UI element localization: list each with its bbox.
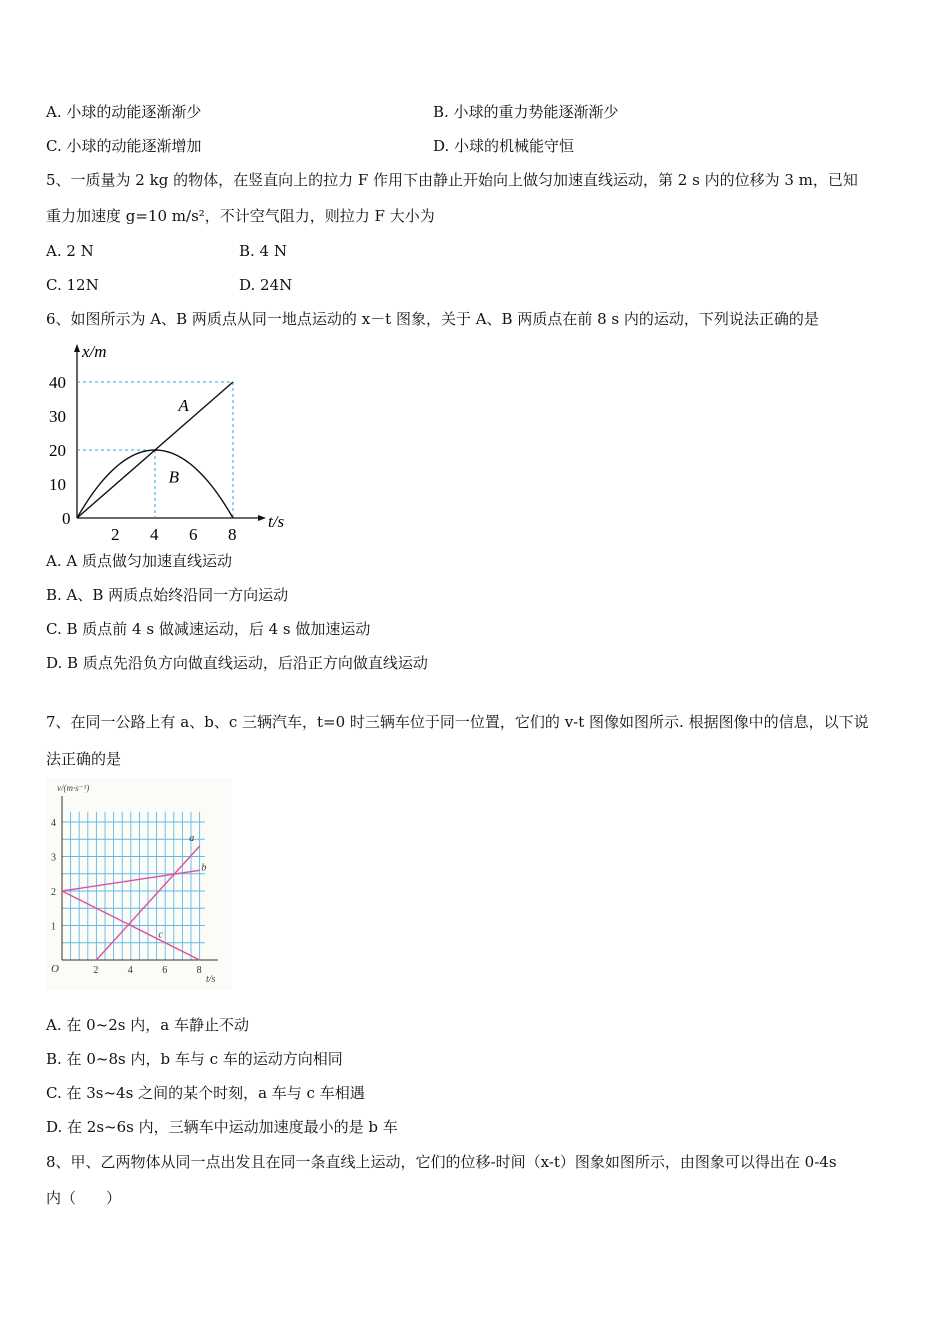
q7-option-d: D. 在 2s~6s 内，三辆车中运动加速度最小的是 b 车 (46, 1118, 398, 1136)
x-axis-label: t/s (268, 512, 285, 531)
x-tick-label: 6 (189, 525, 198, 543)
q7-stem-line2: 法正确的是 (46, 750, 122, 768)
x-axis-arrow (258, 515, 266, 521)
x-tick-label: 4 (150, 525, 159, 543)
y-tick-label: 2 (51, 887, 56, 898)
y-tick-label: 20 (49, 441, 66, 460)
series-c-label: c (158, 929, 163, 941)
q7-option-b: B. 在 0~8s 内，b 车与 c 车的运动方向相同 (46, 1050, 343, 1068)
q6-option-d: D. B 质点先沿负方向做直线运动，后沿正方向做直线运动 (46, 654, 428, 672)
y-axis-arrow (74, 344, 80, 352)
x-axis-label: t/s (206, 974, 216, 985)
q6-option-c: C. B 质点前 4 s 做减速运动，后 4 s 做加速运动 (46, 620, 371, 638)
q8-stem-line1: 8、甲、乙两物体从同一点出发且在同一条直线上运动，它们的位移-时间（x-t）图象如图所示，由图象可以得出在 0-4s (46, 1153, 837, 1171)
q4-option-c: C. 小球的动能逐渐增加 (46, 137, 202, 155)
q5-stem-line2: 重力加速度 g=10 m/s²，不计空气阻力，则拉力 F 大小为 (46, 207, 435, 225)
series-b-label: B (168, 467, 180, 487)
q5-option-b: B. 4 N (239, 242, 287, 260)
q7-vt-chart (46, 778, 232, 990)
y-tick-label: 10 (49, 475, 66, 494)
q4-option-b: B. 小球的重力势能逐渐渐少 (433, 103, 619, 121)
series-a-label: a (189, 832, 195, 844)
x-tick-label: 4 (127, 965, 133, 976)
series-b-curve (77, 450, 233, 518)
q5-option-a: A. 2 N (46, 242, 94, 260)
q4-option-d: D. 小球的机械能守恒 (433, 137, 575, 155)
y-tick-label: 40 (49, 373, 66, 392)
y-tick-label: 30 (49, 407, 66, 426)
q6-option-a: A. A 质点做匀加速直线运动 (46, 552, 232, 570)
q8-stem-line2: 内（ ） (46, 1189, 122, 1207)
y-tick-label: 4 (51, 818, 56, 829)
series-a-label: A (178, 395, 189, 415)
y-tick-label: 1 (51, 921, 56, 933)
q7-stem-line1: 7、在同一公路上有 a、b、c 三辆汽车，t=0 时三辆车位于同一位置，它们的 v-t 图像如图所示. 根据图像中的信息，以下说 (46, 713, 869, 731)
q4-option-a: A. 小球的动能逐渐渐少 (46, 103, 202, 121)
q6-stem: 6、如图所示为 A、B 两质点从同一地点运动的 x－t 图象，关于 A、B 两质点在前 8 s 内的运动，下列说法正确的是 (46, 310, 819, 328)
y-axis-label: v/(m·s⁻¹) (57, 783, 90, 793)
origin-label: O (51, 963, 59, 975)
q6-option-b: B. A、B 两质点始终沿同一方向运动 (46, 586, 289, 604)
x-tick-label: 8 (196, 965, 202, 976)
q5-option-c: C. 12N (46, 276, 99, 294)
series-b-label: b (201, 862, 207, 874)
q5-stem-line1: 5、一质量为 2 kg 的物体，在竖直向上的拉力 F 作用下由静止开始向上做匀加速直线运动，第 2 s 内的位移为 3 m，已知 (46, 171, 858, 189)
q5-option-d: D. 24N (239, 276, 293, 294)
q7-option-c: C. 在 3s~4s 之间的某个时刻，a 车与 c 车相遇 (46, 1084, 365, 1102)
x-tick-label: 2 (111, 525, 120, 543)
y-axis-label: x/m (82, 342, 107, 361)
x-tick-label: 2 (93, 965, 99, 976)
y-tick-label: 3 (51, 852, 56, 864)
q7-option-a: A. 在 0~2s 内，a 车静止不动 (46, 1016, 249, 1034)
x-tick-label: 0 (62, 509, 71, 528)
x-tick-label: 8 (228, 525, 237, 543)
q6-xt-chart (40, 338, 300, 543)
x-tick-label: 6 (162, 965, 168, 976)
